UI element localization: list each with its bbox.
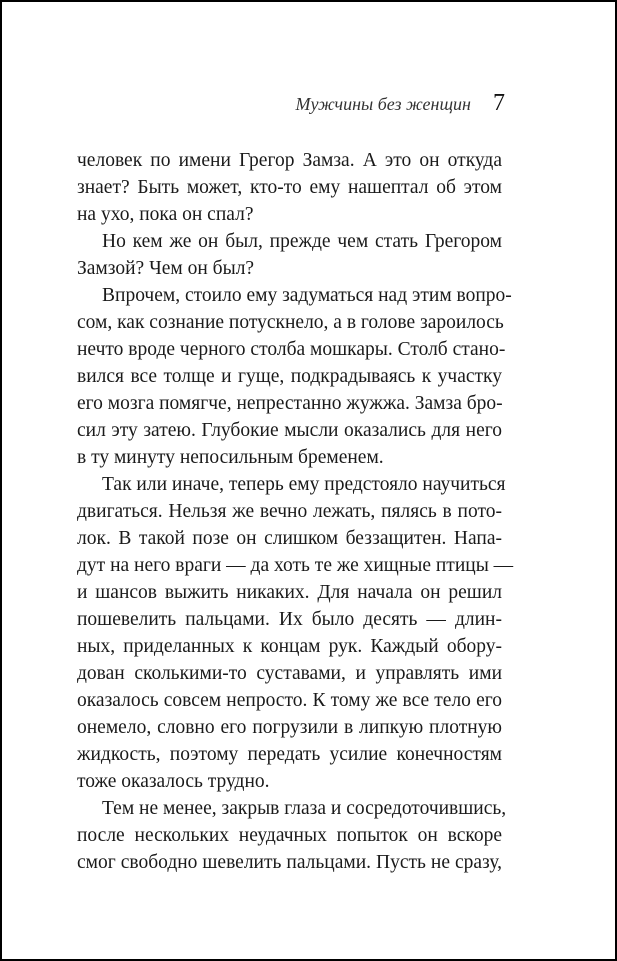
text-line: человек по имени Грегор Замза. А это он откуда [77, 150, 502, 171]
text-line: после нескольких неудачных попыток он вскоре [77, 825, 502, 846]
text-line: Замзой? Чем он был? [77, 258, 255, 279]
text-line: дован сколькими-то суставами, и управлять ими [77, 663, 502, 684]
text-line: сом, как сознание потускнело, а в голове зароилось [77, 312, 504, 333]
text-line: его мозга помягче, непрестанно жужжа. Замза бро- [77, 393, 503, 414]
text-line: дут на него враги — да хоть те же хищные птицы — [77, 555, 514, 576]
text-line: в ту минуту непосильным бременем. [77, 447, 384, 468]
text-line: на ухо, пока он спал? [77, 204, 254, 225]
text-line: и шансов выжить никаких. Для начала он решил [77, 582, 502, 603]
text-line: жидкость, поэтому передать усилие конечностям [77, 744, 502, 765]
paragraph [77, 147, 502, 228]
text-line: пошевелить пальцами. Их было десять — длин- [77, 609, 502, 630]
text-line: лок. В такой позе он слишком беззащитен. Напа- [77, 528, 502, 549]
text-line: Впрочем, стоило ему задуматься над этим вопро- [102, 285, 512, 306]
text-line: Тем не менее, закрыв глаза и сосредоточившись, [102, 798, 507, 819]
text-line: смог свободно шевелить пальцами. Пусть не сразу, [77, 852, 502, 873]
text-line: Но кем же он был, прежде чем стать Грегором [102, 231, 502, 252]
body-text [77, 147, 514, 876]
text-line: ных, приделанных к концам рук. Каждый обору- [77, 636, 502, 657]
text-line: оказалось совсем непросто. К тому же все тело его [77, 690, 502, 711]
text-line: онемело, словно его погрузили в липкую плотную [77, 717, 502, 738]
text-line: нечто вроде черного столба мошкары. Столб стано- [77, 339, 506, 360]
text-line: сил эту затею. Глубокие мысли оказались для него [77, 420, 502, 441]
text-line: Так или иначе, теперь ему предстояло научиться [102, 474, 506, 495]
running-header [2, 90, 505, 117]
page-number: 7 [493, 90, 505, 116]
text-line: двигаться. Нельзя же вечно лежать, пялясь в пото- [77, 501, 502, 522]
text-line: знает? Быть может, кто-то ему нашептал об этом [77, 177, 502, 198]
paragraph [77, 795, 507, 876]
text-line: вился все толще и гуще, подкрадываясь к участку [77, 366, 502, 387]
paragraph [77, 471, 514, 795]
paragraph [77, 282, 512, 471]
running-title: Мужчины без женщин [295, 94, 471, 114]
paragraph [77, 228, 502, 282]
text-line: тоже оказалось трудно. [77, 771, 270, 792]
